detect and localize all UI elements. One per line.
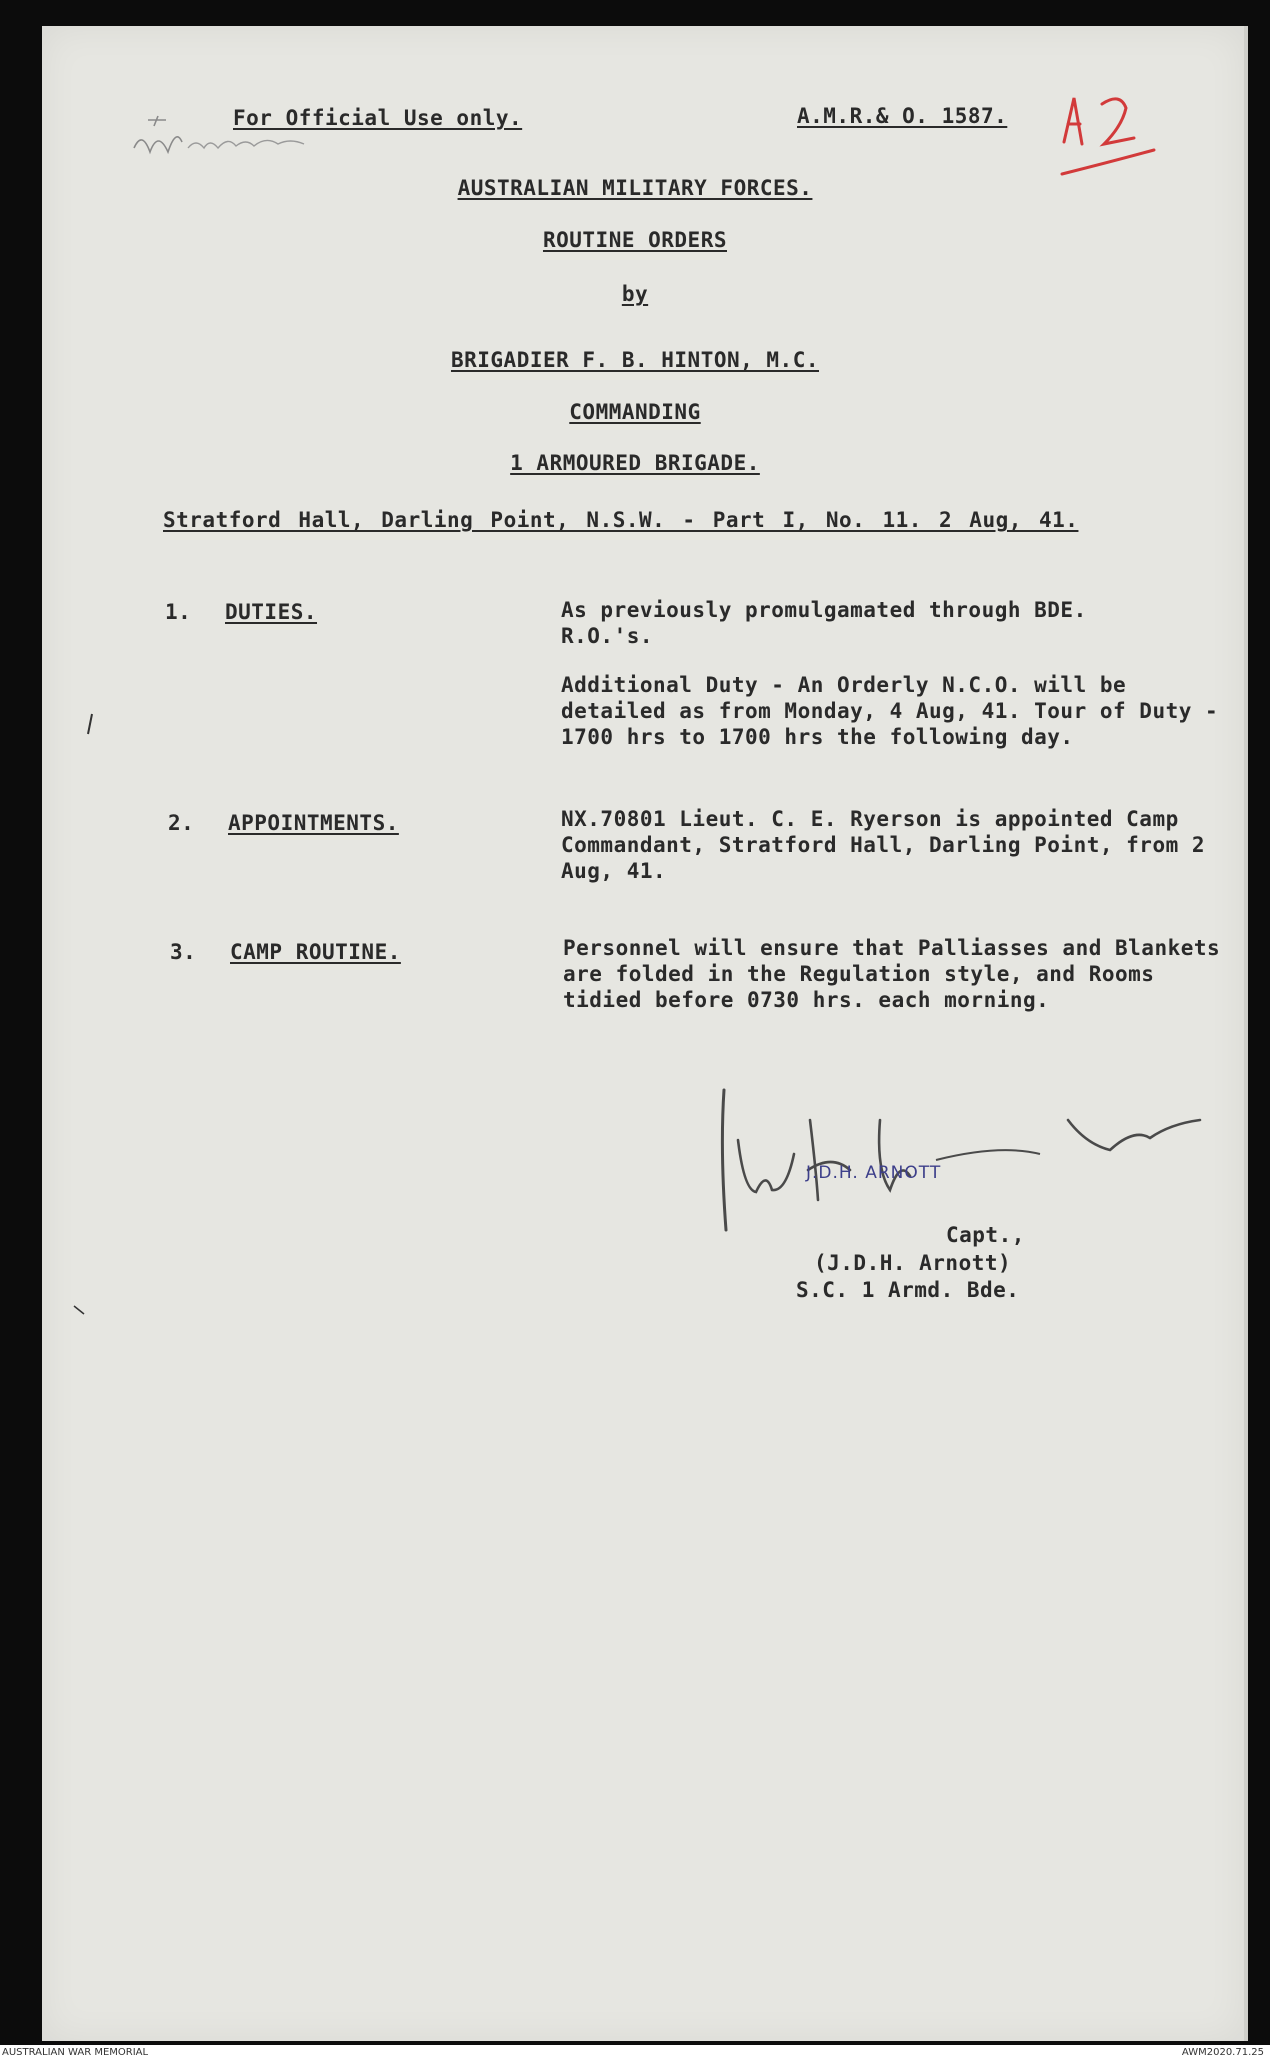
signature-title: S.C. 1 Armd. Bde.: [796, 1278, 1020, 1302]
appointments-paragraph: NX.70801 Lieut. C. E. Ryerson is appointed Camp Commandant, Stratford Hall, Darling Point, from 2 Aug, 41.: [561, 807, 1206, 883]
item-heading-camp-routine: CAMP ROUTINE.: [230, 940, 401, 964]
item-heading-appointments: APPOINTMENTS.: [228, 811, 399, 835]
document-reference: A.M.R.& O. 1587.: [797, 104, 1008, 128]
heading-forces: AUSTRALIAN MILITARY FORCES.: [457, 176, 813, 200]
red-pencil-annotation: [1050, 88, 1160, 188]
location-date-line: Stratford Hall, Darling Point, N.S.W. - Part I, No. 11. 2 Aug, 41.: [163, 508, 1079, 532]
heading-by: by: [621, 282, 649, 306]
duties-paragraph-2: Additional Duty - An Orderly N.C.O. will be detailed as from Monday, 4 Aug, 41. Tour of Duty - 1700 hrs to 1700 hrs the following day.: [561, 673, 1219, 749]
heading-commanding: COMMANDING: [569, 400, 701, 424]
footer-source: AUSTRALIAN WAR MEMORIAL: [2, 2047, 149, 2058]
heading-commander: BRIGADIER F. B. HINTON, M.C.: [450, 348, 819, 372]
item-heading-duties: DUTIES.: [225, 600, 318, 624]
paper-edge: [1244, 26, 1248, 2041]
footer-accession: AWM2020.71.25: [1181, 2047, 1264, 2058]
item-number-2: 2.: [168, 811, 195, 835]
classification-label: For Official Use only.: [233, 106, 523, 130]
item-number-1: 1.: [165, 600, 192, 624]
signature-rank: Capt.,: [946, 1223, 1025, 1247]
item-number-3: 3.: [170, 940, 197, 964]
heading-brigade: 1 ARMOURED BRIGADE.: [510, 451, 760, 475]
footer-strip: [0, 2045, 1270, 2061]
margin-dot-mark: [70, 1300, 90, 1320]
duties-paragraph-1: As previously promulgamated through BDE. R.O.'s.: [561, 598, 1087, 648]
heading-routine-orders: ROUTINE ORDERS: [542, 228, 727, 252]
document-page: [42, 26, 1244, 2041]
margin-tick-mark: [80, 710, 100, 740]
signature-name-stamp: J.D.H. ARNOTT: [806, 1163, 942, 1183]
signature-name: (J.D.H. Arnott): [814, 1251, 1012, 1275]
camp-routine-paragraph: Personnel will ensure that Palliasses and Blankets are folded in the Regulation style, and Rooms tidied before 0730 hrs. each morning.: [563, 936, 1221, 1012]
